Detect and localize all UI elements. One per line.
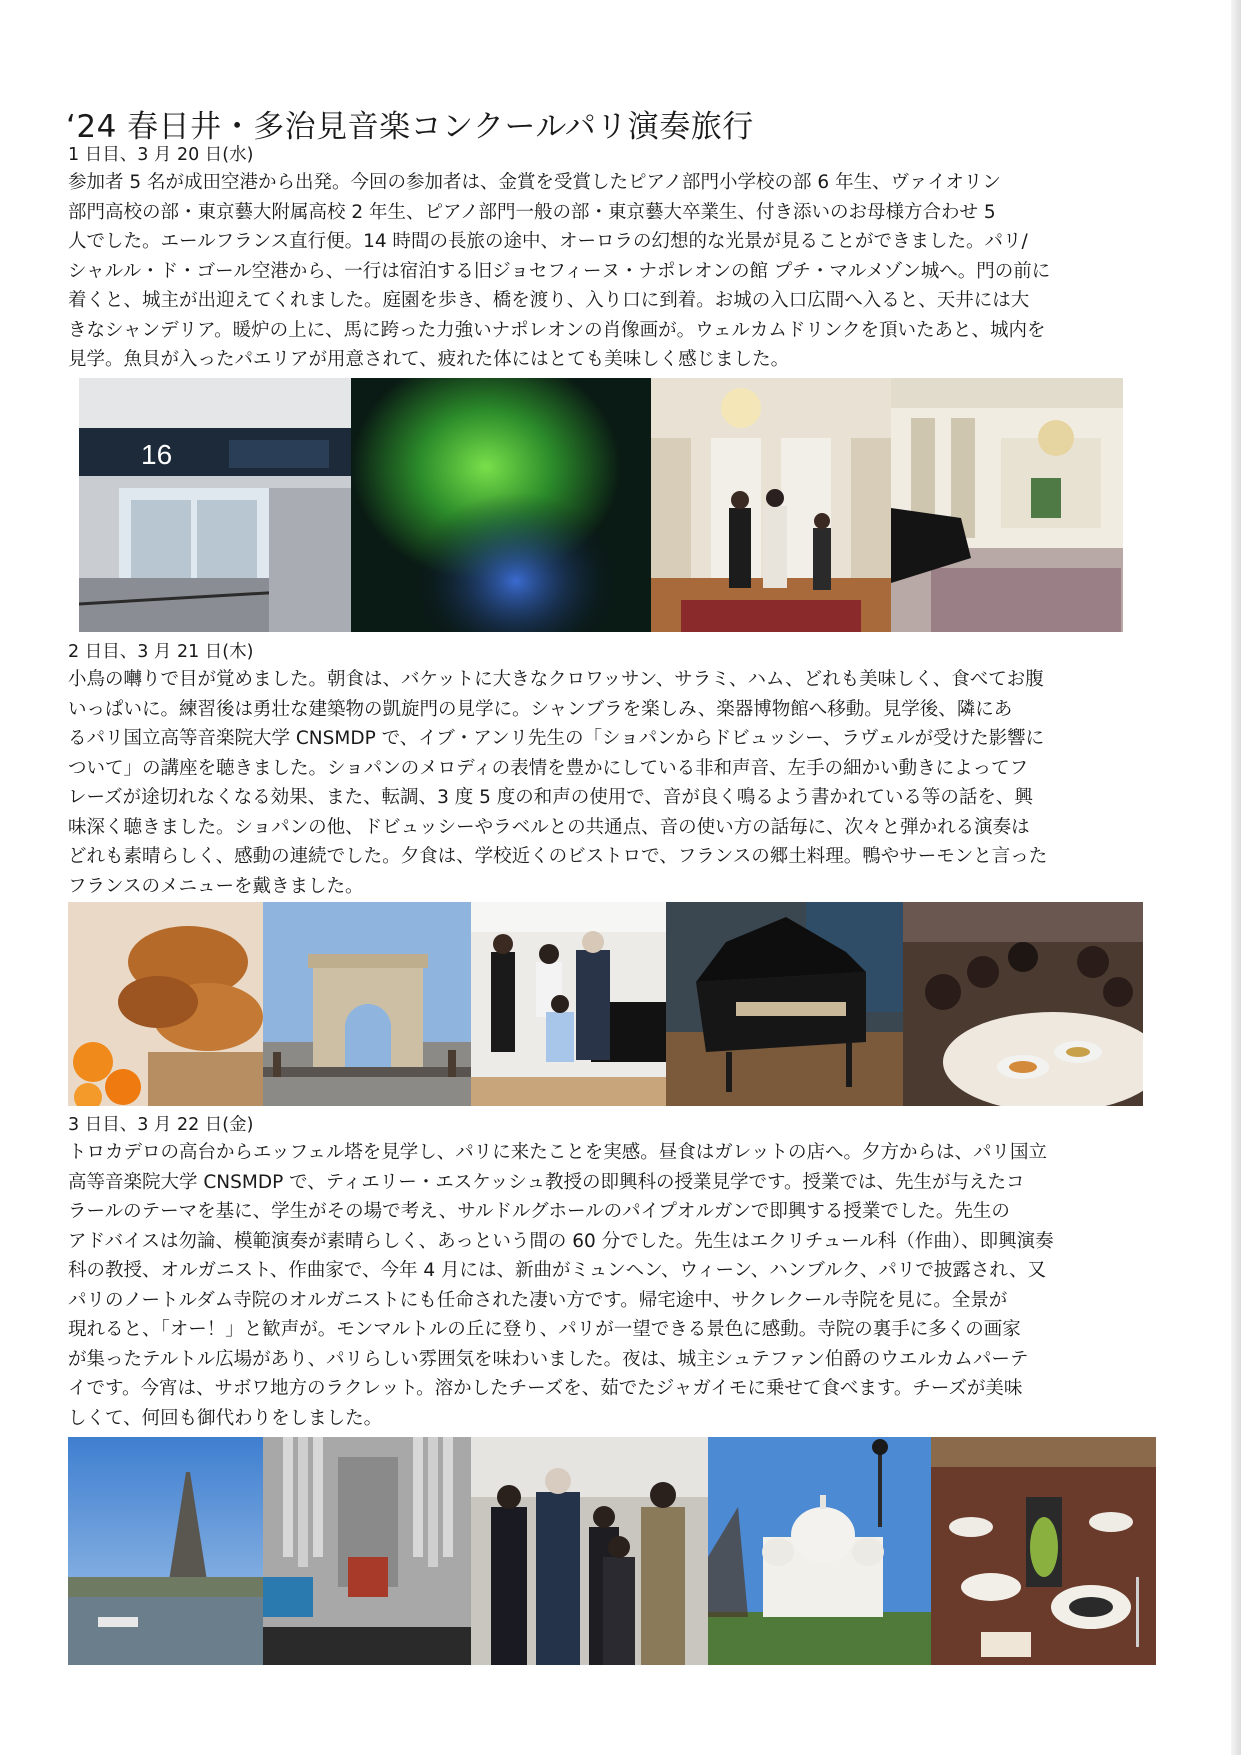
day-1-line-6: きなシャンデリア。暖炉の上に、馬に跨った力強いナポレオンの肖像画が。ウェルカムドリンクを頂いたあと、城内を — [68, 319, 1046, 341]
day-1-line-4: シャルル・ド・ゴール空港から、一行は宿泊する旧ジョセフィーヌ・ナポレオンの館 プチ・マルメゾン城へ。門の前に — [68, 260, 1051, 282]
aurora-photo — [351, 378, 651, 632]
day-2-photo-row — [68, 902, 1143, 1106]
day-1-heading: 1 日目、3 月 20 日(水) — [68, 145, 254, 165]
day-2-heading: 2 日目、3 月 21 日(木) — [68, 642, 254, 662]
day-2-line-7: どれも素晴らしく、感動の連続でした。夕食は、学校近くのビストロで、フランスの郷土料理。鴨やサーモンと言った — [68, 846, 1048, 867]
lecture-group-photo — [471, 902, 666, 1106]
day-2-line-6: 味深く聴きました。ショパンの他、ドビュッシーやラベルとの共通点、音の使い方の話毎に、次々と弾かれる演奏は — [68, 816, 1030, 838]
day-2-line-5: レーズが途切れなくなる効果、また、転調、3 度 5 度の和声の使用で、音が良く鳴るよう書かれている等の話を、興 — [68, 787, 1033, 808]
day-2-line-1: 小鳥の囀りで目が覚めました。朝食は、バケットに大きなクロワッサン、サラミ、ハム、どれも美味しく、食べてお腹 — [68, 669, 1044, 690]
day-3-line-7: 現れると、「オー！」と歓声が。モンマルトルの丘に登り、パリが一望できる景色に感動。寺院の裏手に多くの画家 — [68, 1319, 1021, 1340]
day-1-line-5: 着くと、城主が出迎えてくれました。庭園を歩き、橋を渡り、入り口に到着。お城の入口広間へ入ると、天井には大 — [68, 290, 1030, 311]
day-2-line-3: るパリ国立高等音楽院大学 CNSMDP で、イブ・アンリ先生の「ショパンからドビュッシー、ラヴェルが受けた影響に — [68, 728, 1045, 749]
raclette-dinner-photo — [931, 1437, 1156, 1665]
bistro-dinner-photo — [903, 902, 1143, 1106]
professor-group-photo — [471, 1437, 708, 1665]
scan-page-edge — [1231, 0, 1241, 1755]
day-3-line-2: 高等音楽院大学 CNSMDP で、ティエリー・エスケッシュ教授の即興科の授業見学です。授業では、先生が与えたコ — [68, 1171, 1025, 1193]
chateau-salon-photo — [651, 378, 891, 632]
eiffel-tower-photo — [68, 1437, 263, 1665]
day-1-photo-row — [79, 378, 1123, 632]
sacre-coeur-photo — [708, 1437, 931, 1665]
day-3-line-10: しくて、何回も御代わりをしました。 — [68, 1407, 383, 1429]
day-3-line-3: ラールのテーマを基に、学生がその場で考え、サルドルグホールのパイプオルガンで即興する授業でした。先生の — [68, 1201, 1010, 1222]
day-3-photo-row — [68, 1437, 1156, 1665]
pipe-organ-hall-photo — [263, 1437, 471, 1665]
day-2-line-2: いっぱいに。練習後は勇壮な建築物の凱旋門の見学に。シャンブラを楽しみ、楽器博物館へ移動。見学後、隣にあ — [68, 698, 1013, 720]
day-1-line-1: 参加者 5 名が成田空港から出発。今回の参加者は、金賞を受賞したピアノ部門小学校の部 6 年生、ヴァイオリン — [68, 172, 1001, 193]
day-1-paragraph — [68, 168, 1178, 375]
chateau-piano-hall-photo — [891, 378, 1123, 632]
arc-de-triomphe-photo — [263, 902, 471, 1106]
day-3-heading: 3 日目、3 月 22 日(金) — [68, 1115, 254, 1135]
day-3-line-6: パリのノートルダム寺院のオルガニストにも任命された凄い方です。帰宅途中、サクレクール寺院を見に。全景が — [68, 1289, 1008, 1311]
day-3-paragraph — [68, 1138, 1178, 1433]
airport-gate-photo — [79, 378, 351, 632]
day-3-line-5: 科の教授、オルガニスト、作曲家で、今年 4 月には、新曲がミュンヘン、ウィーン、ハンブルク、パリで披露され、又 — [68, 1260, 1046, 1281]
gate-number-text: 16 — [141, 439, 173, 470]
museum-harpsichord-photo — [666, 902, 903, 1106]
day-1-line-7: 見学。魚貝が入ったパエリアが用意されて、疲れた体にはとても美味しく感じました。 — [68, 349, 790, 370]
croissant-breakfast-photo — [68, 902, 263, 1106]
day-1-line-2: 部門高校の部・東京藝大附属高校 2 年生、ピアノ部門一般の部・東京藝大卒業生、付き添いのお母様方合わせ 5 — [68, 201, 996, 223]
day-3-line-8: が集ったテルトル広場があり、パリらしい雰囲気を味わいました。夜は、城主シュテファン伯爵のウエルカムパーテ — [68, 1348, 1029, 1370]
day-3-line-9: イです。今宵は、サボワ地方のラクレット。溶かしたチーズを、茹でたジャガイモに乗せて食べます。チーズが美味 — [68, 1378, 1023, 1399]
day-2-line-4: ついて」の講座を聴きました。ショパンのメロディの表情を豊かにしている非和声音、左手の細かい動きによってフ — [68, 757, 1029, 779]
day-2-line-8: フランスのメニューを戴きました。 — [68, 875, 364, 897]
page-title: ‘24 春日井・多治見音楽コンクールパリ演奏旅行 — [66, 108, 754, 145]
day-2-paragraph — [68, 665, 1178, 901]
day-3-line-1: トロカデロの高台からエッフェル塔を見学し、パリに来たことを実感。昼食はガレットの店へ。夕方からは、パリ国立 — [68, 1142, 1048, 1163]
day-1-line-3: 人でした。エールフランス直行便。14 時間の長旅の途中、オーロラの幻想的な光景が見ることができました。パリ/ — [68, 231, 1028, 252]
day-3-line-4: アドバイスは勿論、模範演奏が素晴らしく、あっという間の 60 分でした。先生はエクリチュール科（作曲）、即興演奏 — [68, 1230, 1054, 1252]
